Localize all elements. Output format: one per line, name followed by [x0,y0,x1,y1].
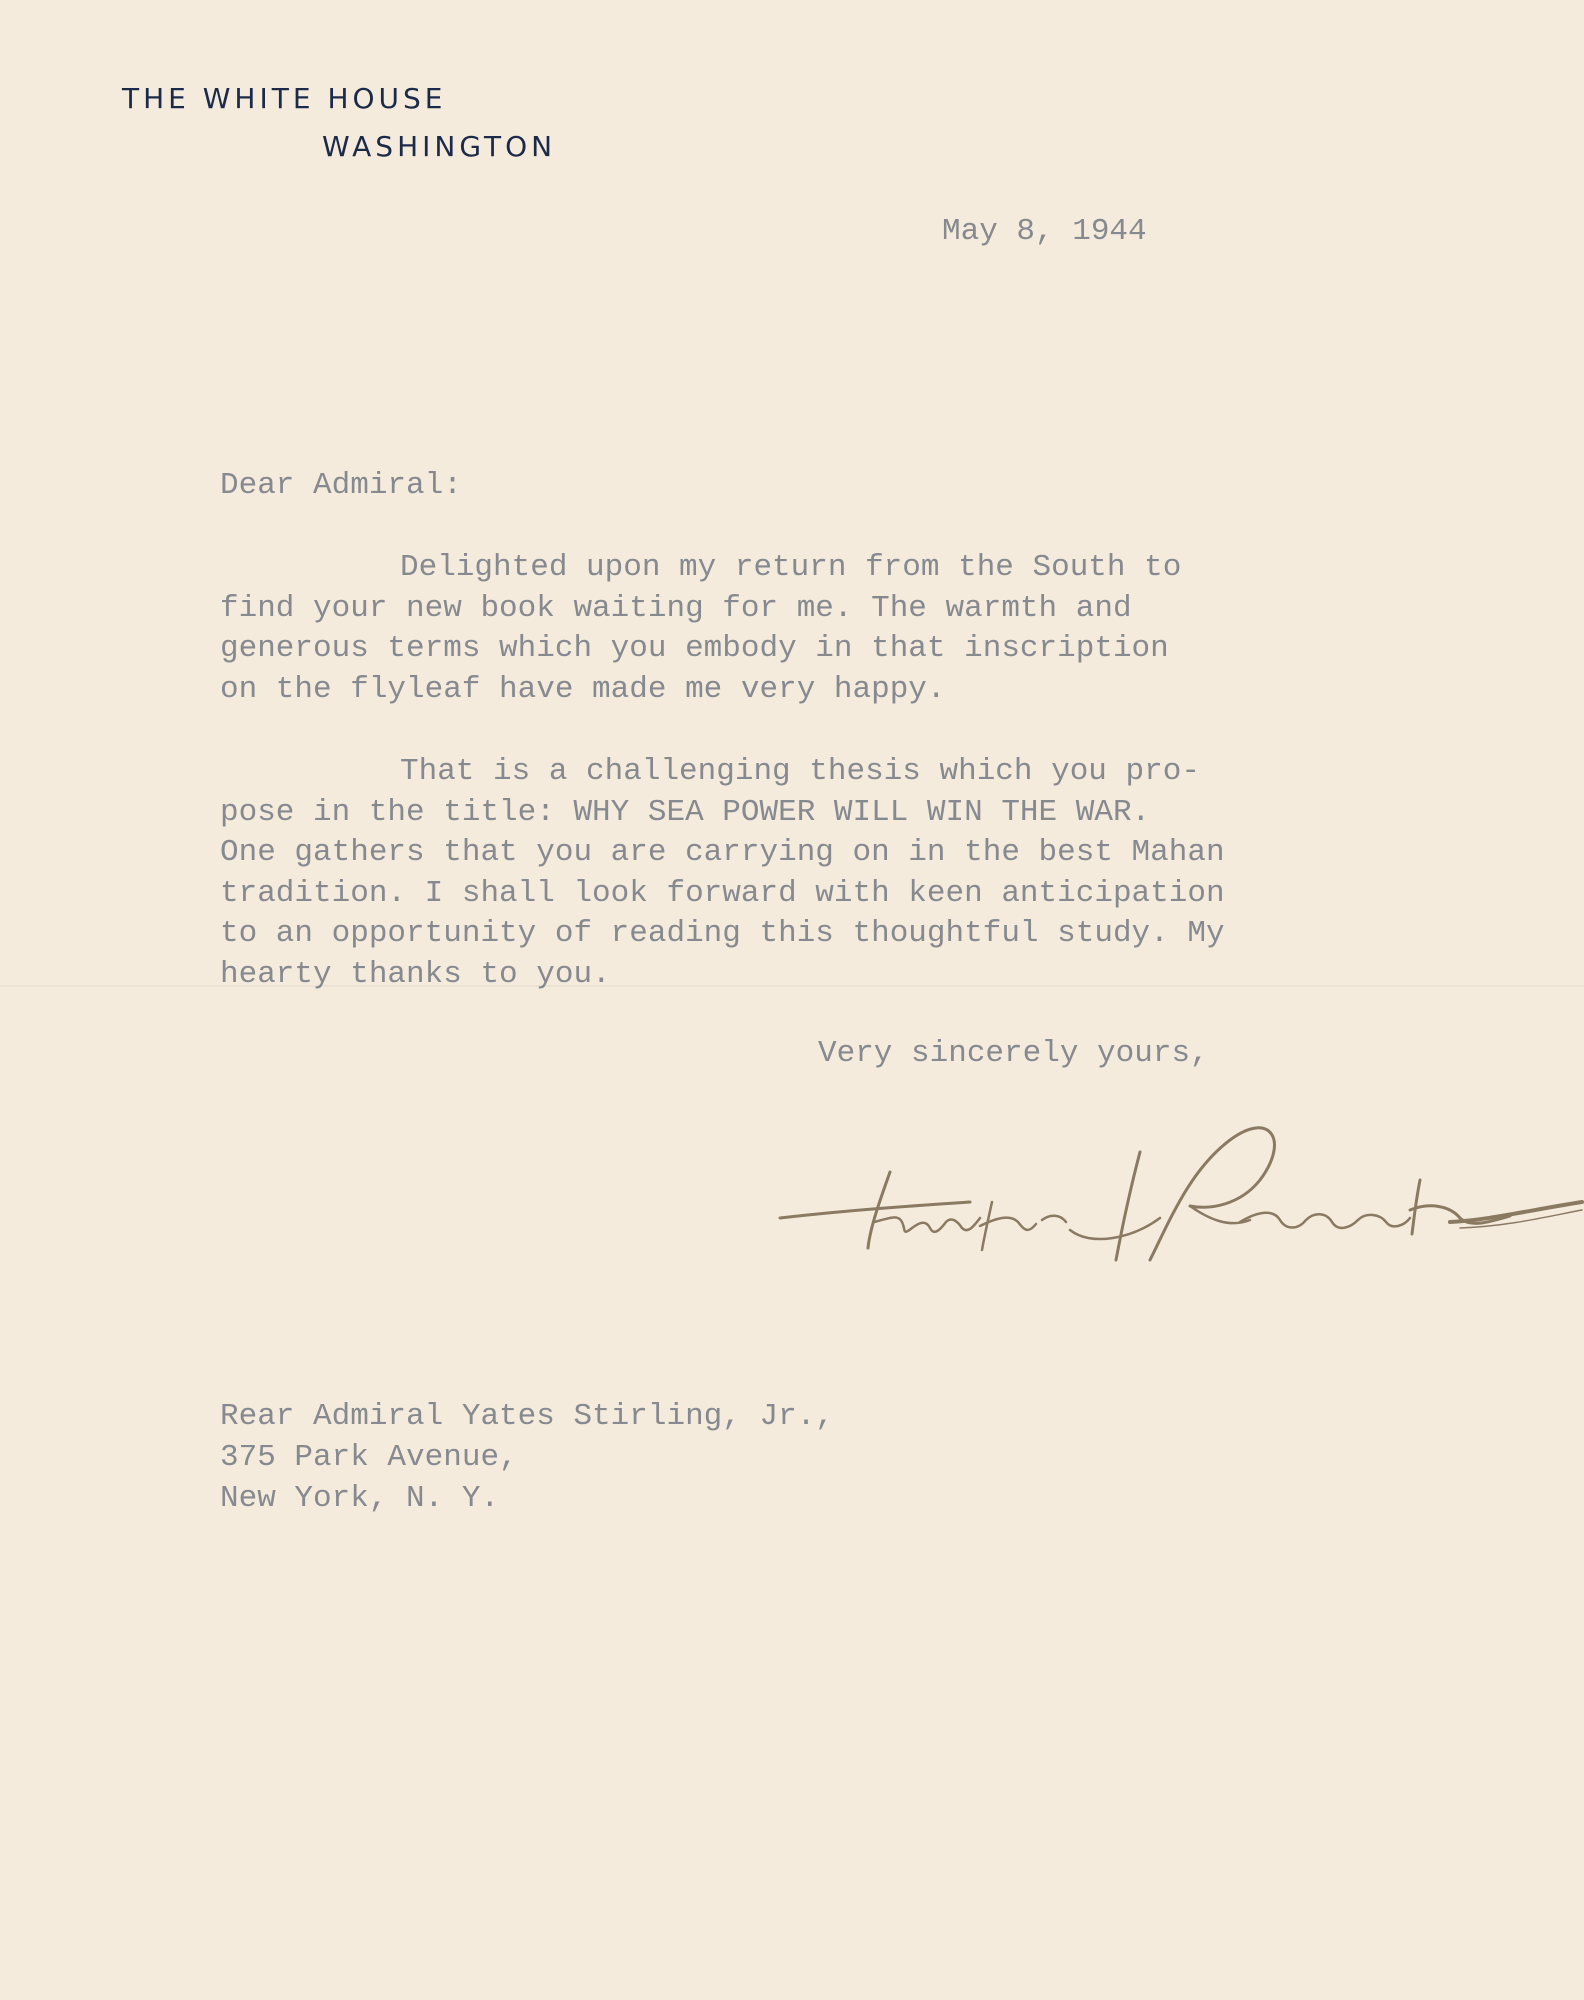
closing: Very sincerely yours, [818,1036,1209,1071]
letter-date: May 8, 1944 [942,214,1147,249]
body-line: generous terms which you embody in that inscription [220,631,1169,666]
letterhead-title: THE WHITE HOUSE [122,82,447,115]
body-line: find your new book waiting for me. The warmth and [220,590,1132,626]
body-line: hearty thanks to you. [220,956,611,992]
body-line: One gathers that you are carrying on in the best Mahan [220,835,1225,870]
body-line: on the flyleaf have made me very happy. [220,671,946,707]
recipient-address [220,1396,834,1519]
body-paragraph-1 [220,548,1181,710]
signature [770,1110,1584,1290]
body-line: tradition. I shall look forward with keen anticipation [220,875,1225,911]
salutation: Dear Admiral: [220,468,462,503]
body-paragraph-2 [220,752,1225,995]
body-line: pose in the title: WHY SEA POWER WILL WIN THE WAR. [220,794,1151,830]
paper-fold-line [0,985,1584,987]
address-line: New York, N. Y. [220,1481,500,1516]
body-line: to an opportunity of reading this thoughtful study. My [220,916,1225,951]
body-line: That is a challenging thesis which you pro- [400,754,1200,789]
body-line: Delighted upon my return from the South to [400,550,1182,585]
address-line: Rear Admiral Yates Stirling, Jr., [220,1399,834,1434]
address-line: 375 Park Avenue, [220,1440,518,1475]
letterhead-city: WASHINGTON [322,130,557,163]
